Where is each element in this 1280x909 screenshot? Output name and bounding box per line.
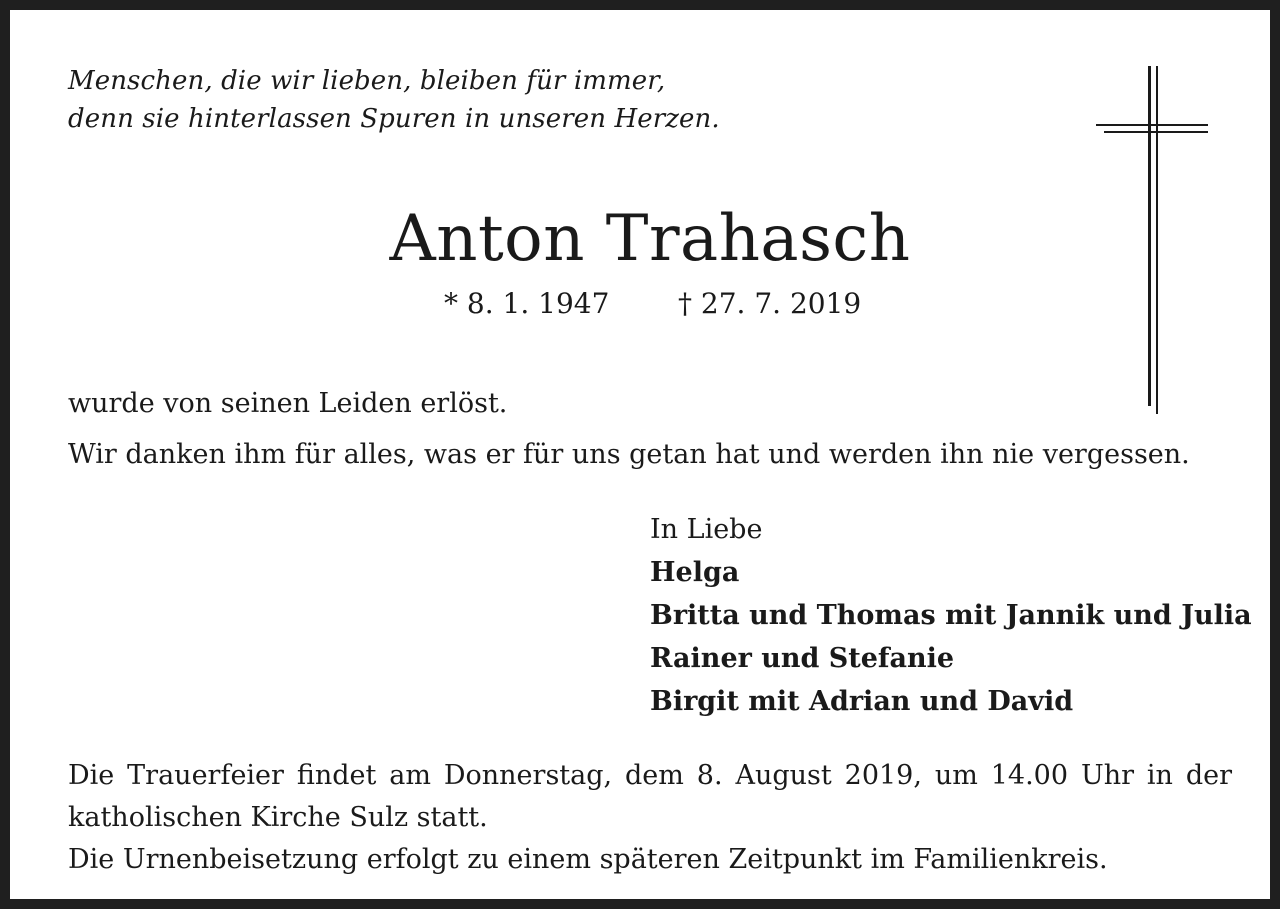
message-line-1: wurde von seinen Leiden erlöst. [68,388,508,419]
signature-block [650,508,1252,723]
death-date: † 27. 7. 2019 [678,287,862,320]
funeral-info [68,755,1232,881]
signature-intro: In Liebe [650,514,763,545]
family-name-4: Birgit mit Adrian und David [650,686,1074,717]
birth-date: * 8. 1. 1947 [444,287,610,320]
urn-burial-text: Die Urnenbeisetzung erfolgt zu einem späteren Zeitpunkt im Familienkreis. [68,844,1108,875]
family-name-2: Britta und Thomas mit Jannik und Julia [650,600,1252,631]
family-name-3: Rainer und Stefanie [650,643,955,674]
family-name-1: Helga [650,557,740,588]
quote-line-1: Menschen, die wir lieben, bleiben für immer, [68,66,666,96]
quote-line-2: denn sie hinterlassen Spuren in unseren Herzen. [68,104,720,134]
funeral-service-text: Die Trauerfeier findet am Donnerstag, dem 8. August 2019, um 14.00 Uhr in der katholischen Kirche Sulz statt. [68,760,1232,833]
message-line-2: Wir danken ihm für alles, was er für uns getan hat und werden ihn nie vergessen. [68,439,1190,470]
deceased-name: Anton Trahasch [389,202,911,276]
memorial-quote [68,62,720,138]
